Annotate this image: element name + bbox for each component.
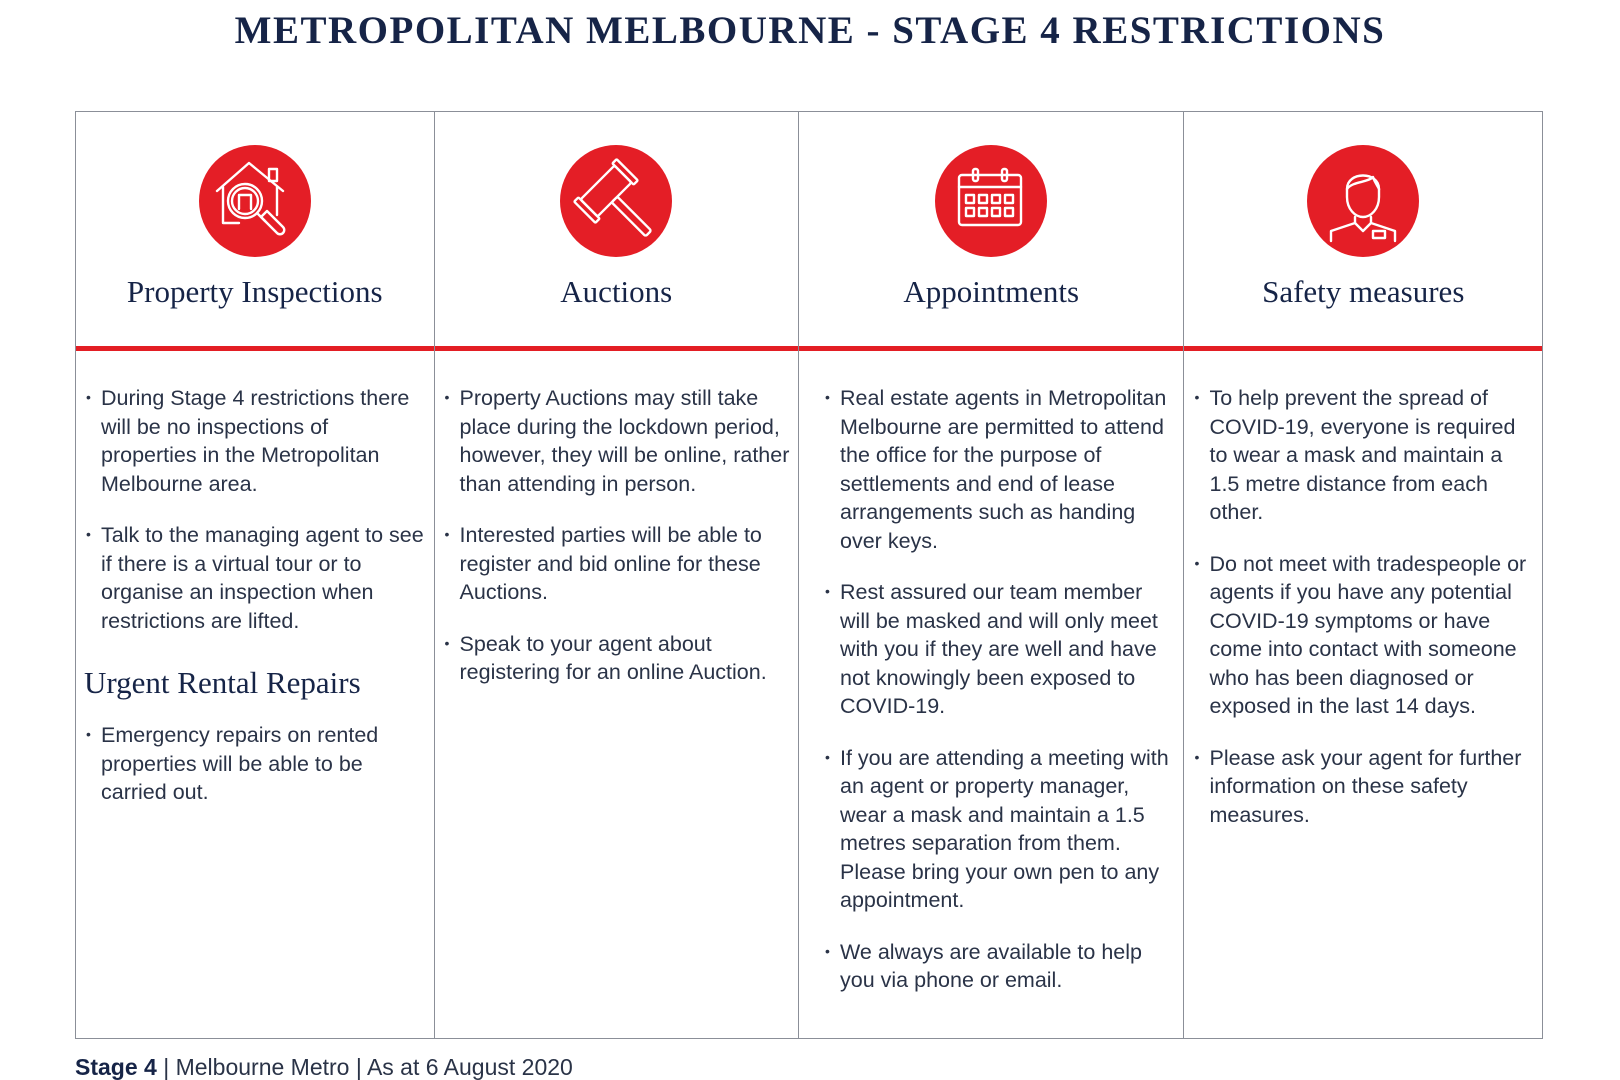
column-heading: Appointments [903,274,1080,309]
restrictions-grid [75,111,1543,1039]
bullet-item: • Interested parties will be able to register and bid online for these Auctions. [445,521,793,607]
calendar-icon [935,145,1047,257]
urgent-repairs-heading: Urgent Rental Repairs [84,665,361,700]
column-heading: Auctions [560,274,673,309]
column-body [825,384,1177,1018]
bullet-item: • If you are attending a meeting with an agent or property manager, wear a mask and maintain a 1.5 metres separation from them. Please bring your own pen to any appointment. [825,744,1177,915]
footer-separator: | [349,1054,367,1080]
column-heading: Safety measures [1262,274,1465,309]
footer [75,1054,573,1080]
house-magnifier-icon [199,145,311,257]
page-title: METROPOLITAN MELBOURNE - STAGE 4 RESTRICTIONS [234,9,1386,52]
footer-separator: | [156,1054,176,1080]
bullet-item: • We always are available to help you via phone or email. [825,938,1177,995]
bullet-item: • Emergency repairs on rented properties will be able to be carried out. [86,721,428,807]
column-heading: Property Inspections [126,274,383,309]
column-safety-measures [1184,112,1542,1038]
bullet-item: • Speak to your agent about registering for an online Auction. [445,630,793,687]
column-body [445,384,793,710]
bullet-item: • Rest assured our team member will be masked and will only meet with you if they are well and have not knowingly been exposed to COVID-19. [825,578,1177,721]
bullet-item: • During Stage 4 restrictions there will be no inspections of properties in the Metropolitan Melbourne area. [86,384,428,498]
column-body [1194,384,1536,852]
bullet-item: • Real estate agents in Metropolitan Melbourne are permitted to attend the office for the purpose of settlements and end of lease arrangements such as handing over keys. [825,384,1177,555]
red-divider [435,346,799,351]
red-divider [799,346,1183,351]
column-property-inspections [76,112,435,1038]
bullet-item: • Please ask your agent for further information on these safety measures. [1194,744,1536,830]
column-body [86,384,428,830]
footer-date: As at 6 August 2020 [366,1054,573,1080]
bullet-item: • Talk to the managing agent to see if there is a virtual tour or to organise an inspection when restrictions are lifted. [86,521,428,635]
gavel-icon [560,145,672,257]
person-icon [1307,145,1419,257]
column-appointments [799,112,1184,1038]
column-auctions [435,112,800,1038]
red-divider [1184,346,1542,351]
bullet-item: • Do not meet with tradespeople or agents if you have any potential COVID-19 symptoms or have come into contact with someone who has been diagnosed or exposed in the last 14 days. [1194,550,1536,721]
bullet-item: • To help prevent the spread of COVID-19, everyone is required to wear a mask and maintain a 1.5 metre distance from each other. [1194,384,1536,527]
red-divider [76,346,434,351]
footer-region: Melbourne Metro [175,1054,350,1080]
bullet-item: • Property Auctions may still take place during the lockdown period, however, they will be online, rather than attending in person. [445,384,793,498]
footer-stage: Stage 4 [75,1054,157,1080]
